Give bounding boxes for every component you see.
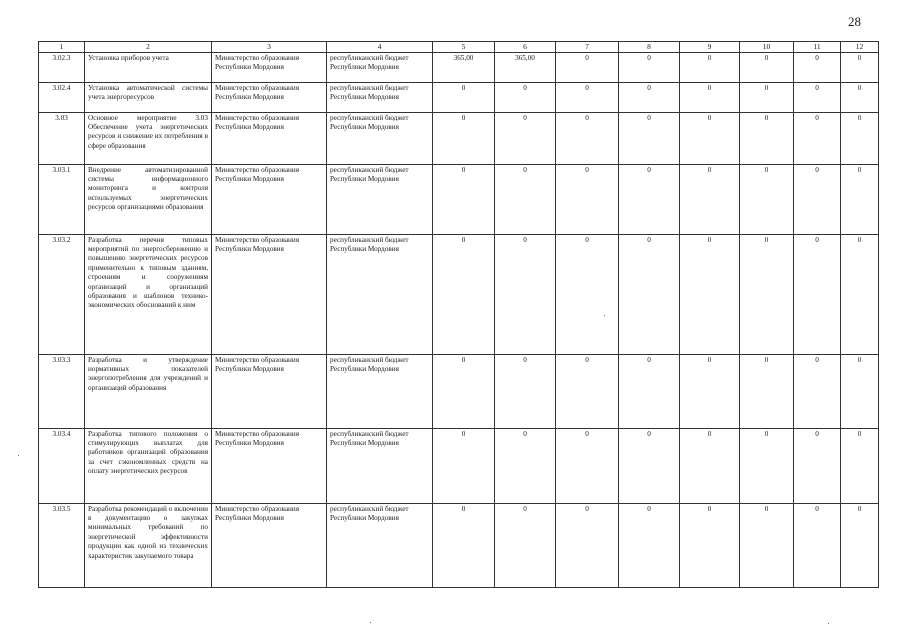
funding-value: 0: [680, 112, 740, 164]
activity-executor: Министерство образования Республики Мордовия: [212, 52, 327, 82]
funding-value: 0: [433, 234, 495, 354]
column-number: 2: [85, 42, 212, 53]
activity-code: 3.03.3: [39, 354, 85, 428]
funding-value: 0: [841, 428, 879, 503]
column-number: 12: [841, 42, 879, 53]
activity-executor: Министерство образования Республики Мордовия: [212, 164, 327, 234]
funding-value: 0: [680, 234, 740, 354]
funding-value: 0: [680, 82, 740, 112]
activity-name: Установка автоматической системы учета энергоресурсов: [85, 82, 212, 112]
funding-value: 0: [841, 112, 879, 164]
activity-name: Разработка перечня типовых мероприятий по энергосбережению и повышению энергетических ресурсов применительно к типовым зданиям, строениям и сооружениям организаций и организаций образования и шаблонов технико-экономических обоснований к ним: [85, 234, 212, 354]
column-number-row: [39, 42, 879, 53]
table-row: [39, 354, 879, 428]
funding-value: 365,00: [495, 52, 556, 82]
column-number: 1: [39, 42, 85, 53]
activity-code: 3.03.1: [39, 164, 85, 234]
funding-value: 0: [794, 112, 841, 164]
column-number: 6: [495, 42, 556, 53]
program-activities-table: [38, 41, 879, 588]
funding-value: 0: [794, 428, 841, 503]
funding-value: 0: [556, 52, 619, 82]
table-row: [39, 52, 879, 82]
table-row: [39, 164, 879, 234]
activity-executor: Министерство образования Республики Мордовия: [212, 234, 327, 354]
funding-value: 0: [433, 428, 495, 503]
activity-executor: Министерство образования Республики Мордовия: [212, 354, 327, 428]
funding-source: республиканский бюджет Республики Мордовия: [327, 428, 433, 503]
funding-source: республиканский бюджет Республики Мордовия: [327, 164, 433, 234]
table-row: [39, 428, 879, 503]
activity-code: 3.03: [39, 112, 85, 164]
funding-value: 0: [619, 164, 680, 234]
table-row: [39, 112, 879, 164]
column-number: 7: [556, 42, 619, 53]
funding-value: 0: [740, 112, 794, 164]
funding-value: 0: [740, 234, 794, 354]
activity-executor: Министерство образования Республики Мордовия: [212, 503, 327, 587]
column-number: 4: [327, 42, 433, 53]
table-row: [39, 503, 879, 587]
activity-executor: Министерство образования Республики Мордовия: [212, 82, 327, 112]
funding-value: 0: [556, 234, 619, 354]
column-number: 5: [433, 42, 495, 53]
funding-source: республиканский бюджет Республики Мордовия: [327, 354, 433, 428]
funding-source: республиканский бюджет Республики Мордовия: [327, 503, 433, 587]
funding-value: 0: [841, 82, 879, 112]
funding-value: 0: [794, 503, 841, 587]
funding-value: 0: [495, 428, 556, 503]
funding-value: 0: [794, 234, 841, 354]
activity-code: 3.02.4: [39, 82, 85, 112]
funding-value: 0: [619, 112, 680, 164]
funding-value: 0: [495, 82, 556, 112]
scan-speck: [604, 315, 605, 316]
funding-value: 0: [556, 82, 619, 112]
activity-code: 3.03.2: [39, 234, 85, 354]
funding-value: 0: [740, 52, 794, 82]
funding-value: 0: [680, 428, 740, 503]
funding-source: республиканский бюджет Республики Мордовия: [327, 112, 433, 164]
activity-code: 3.03.4: [39, 428, 85, 503]
funding-value: 0: [619, 234, 680, 354]
funding-value: 0: [841, 503, 879, 587]
funding-value: 0: [495, 354, 556, 428]
funding-value: 0: [680, 503, 740, 587]
scan-speck: [828, 623, 829, 624]
funding-value: 0: [433, 164, 495, 234]
funding-value: 0: [619, 503, 680, 587]
funding-value: 0: [680, 354, 740, 428]
funding-value: 0: [495, 164, 556, 234]
funding-value: 0: [841, 52, 879, 82]
funding-source: республиканский бюджет Республики Мордовия: [327, 234, 433, 354]
funding-value: 0: [556, 164, 619, 234]
scan-speck: [370, 622, 371, 623]
activity-name: Разработка типового положения о стимулирующих выплатах для работников организаций образования за счет сэкономленных средств на оплату энергетических ресурсов: [85, 428, 212, 503]
funding-value: 0: [680, 52, 740, 82]
funding-value: 0: [794, 52, 841, 82]
funding-value: 0: [495, 112, 556, 164]
table-row: [39, 82, 879, 112]
funding-source: республиканский бюджет Республики Мордовия: [327, 82, 433, 112]
funding-value: 0: [433, 82, 495, 112]
activity-name: Внедрение автоматизированной системы информационного мониторинга и контроля используемых энергетических ресурсов организациями образования: [85, 164, 212, 234]
funding-value: 0: [841, 164, 879, 234]
funding-value: 0: [740, 82, 794, 112]
funding-value: 0: [740, 503, 794, 587]
funding-value: 0: [433, 354, 495, 428]
funding-value: 0: [556, 112, 619, 164]
funding-value: 0: [556, 503, 619, 587]
scan-speck: [18, 455, 19, 456]
funding-value: 0: [495, 234, 556, 354]
funding-value: 0: [740, 354, 794, 428]
funding-value: 0: [841, 354, 879, 428]
funding-value: 0: [556, 428, 619, 503]
column-number: 9: [680, 42, 740, 53]
funding-source: республиканский бюджет Республики Мордовия: [327, 52, 433, 82]
funding-value: 0: [680, 164, 740, 234]
activity-name: Разработка рекомендаций о включении в документацию о закупках минимальных требований по энергетической эффективности продукции как одной из технических характеристик закупаемого товара: [85, 503, 212, 587]
column-number: 10: [740, 42, 794, 53]
activity-name: Основное мероприятие 3.03 Обеспечение учета энергетических ресурсов и снижение их потребления в сфере образования: [85, 112, 212, 164]
funding-value: 0: [740, 164, 794, 234]
activity-name: Разработка и утверждение нормативных показателей энергопотребления для учреждений и организаций образования: [85, 354, 212, 428]
funding-value: 0: [841, 234, 879, 354]
funding-value: 0: [794, 354, 841, 428]
activity-code: 3.03.5: [39, 503, 85, 587]
funding-value: 0: [495, 503, 556, 587]
funding-value: 0: [619, 52, 680, 82]
funding-value: 0: [433, 503, 495, 587]
funding-value: 0: [556, 354, 619, 428]
column-number: 8: [619, 42, 680, 53]
activity-name: Установка приборов учета: [85, 52, 212, 82]
funding-value: 0: [794, 82, 841, 112]
funding-value: 0: [433, 112, 495, 164]
activity-executor: Министерство образования Республики Мордовия: [212, 428, 327, 503]
column-number: 3: [212, 42, 327, 53]
funding-value: 0: [740, 428, 794, 503]
activity-executor: Министерство образования Республики Мордовия: [212, 112, 327, 164]
activity-code: 3.02.3: [39, 52, 85, 82]
page-number: 28: [848, 14, 861, 29]
funding-value: 0: [619, 428, 680, 503]
funding-value: 0: [794, 164, 841, 234]
table-row: [39, 234, 879, 354]
column-number: 11: [794, 42, 841, 53]
funding-value: 365,00: [433, 52, 495, 82]
funding-value: 0: [619, 82, 680, 112]
funding-value: 0: [619, 354, 680, 428]
